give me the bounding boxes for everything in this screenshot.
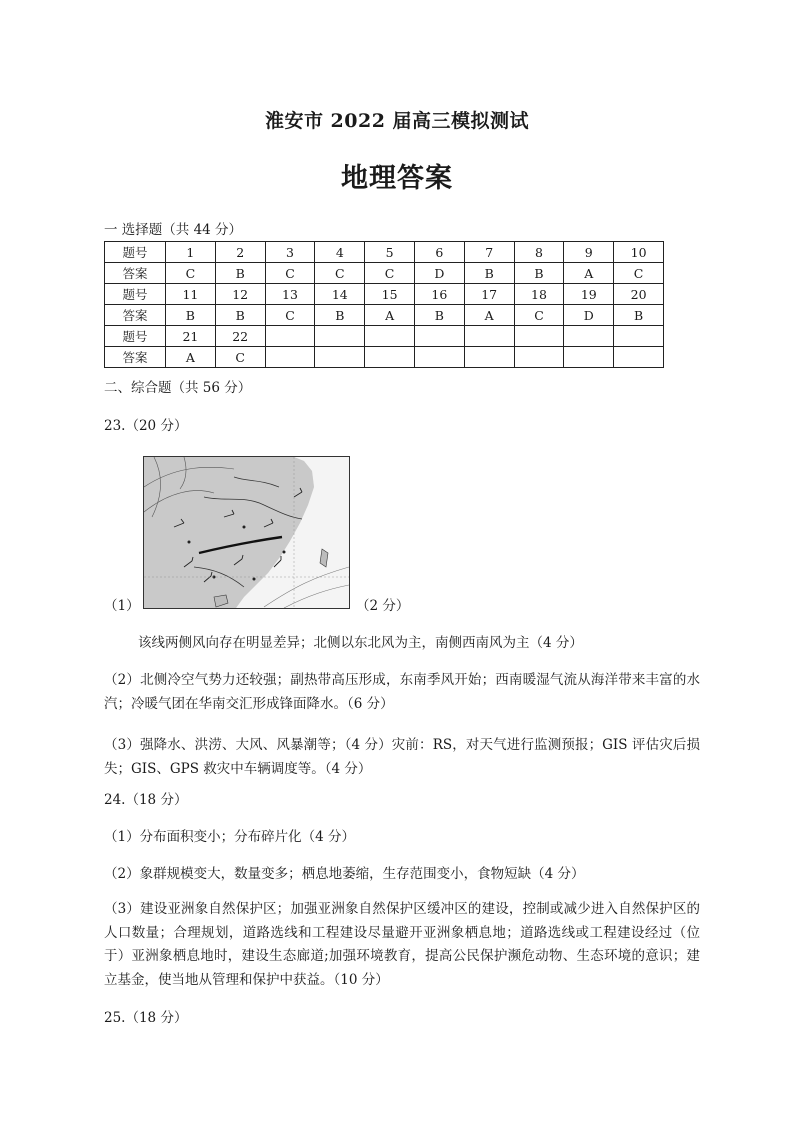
q23-heading: 23.（20 分）	[104, 418, 188, 434]
table-cell: A	[166, 347, 216, 368]
table-cell: 3	[265, 242, 315, 263]
table-cell	[365, 347, 415, 368]
row-label: 题号	[105, 326, 166, 347]
table-cell: 13	[265, 284, 315, 305]
table-cell: 7	[464, 242, 514, 263]
table-cell	[265, 326, 315, 347]
q23-part1-text: 该线两侧风向存在明显差异；北侧以东北风为主，南侧西南风为主（4 分）	[138, 635, 583, 651]
table-cell: C	[365, 263, 415, 284]
table-cell	[464, 326, 514, 347]
table-cell	[315, 326, 365, 347]
table-cell: 19	[564, 284, 614, 305]
table-cell: B	[315, 305, 365, 326]
table-cell: C	[166, 263, 216, 284]
q24-heading: 24.（18 分）	[104, 792, 188, 808]
q24-part3-text: （3）建设亚洲象自然保护区；加强亚洲象自然保护区缓冲区的建设，控制或减少进入自然保护区的人口数量；合理规划，道路选线和工程建设尽量避开亚洲象栖息地；道路选线或工程建设经过（位于）亚洲象栖息地时，建设生态廊道;加强环境教育，提高公民保护濒危动物、生态环境的意识；建立基金，使当地从管理和保护中获益。（10 分）	[104, 901, 700, 988]
table-cell: B	[464, 263, 514, 284]
row-label: 题号	[105, 242, 166, 263]
table-cell: 22	[215, 326, 265, 347]
table-cell: B	[614, 305, 664, 326]
row-label: 答案	[105, 347, 166, 368]
table-cell: 6	[414, 242, 464, 263]
table-row	[105, 242, 664, 263]
table-cell: B	[414, 305, 464, 326]
q24-part2-text: （2）象群规模变大，数量变多；栖息地萎缩，生存范围变小，食物短缺（4 分）	[104, 866, 585, 882]
table-cell	[414, 347, 464, 368]
table-cell: B	[215, 305, 265, 326]
table-cell: A	[464, 305, 514, 326]
q23-part1-score: （2 分）	[356, 598, 410, 614]
table-row	[105, 284, 664, 305]
page-subtitle: 地理答案	[341, 163, 453, 194]
section2-heading: 二、综合题（共 56 分）	[104, 380, 252, 396]
q25-heading: 25.（18 分）	[104, 1010, 188, 1026]
table-cell	[265, 347, 315, 368]
table-cell: C	[265, 263, 315, 284]
table-cell: B	[166, 305, 216, 326]
table-cell: 18	[514, 284, 564, 305]
q24-part1-text: （1）分布面积变小；分布碎片化（4 分）	[104, 829, 355, 845]
table-cell: C	[514, 305, 564, 326]
weather-map-figure	[143, 456, 350, 609]
table-row	[105, 326, 664, 347]
table-cell: 10	[614, 242, 664, 263]
table-cell: 14	[315, 284, 365, 305]
table-cell: D	[564, 305, 614, 326]
row-label: 题号	[105, 284, 166, 305]
table-row	[105, 305, 664, 326]
table-cell: C	[215, 347, 265, 368]
q23-part2-text: （2）北侧冷空气势力还较强；副热带高压形成，东南季风开始；西南暖湿气流从海洋带来丰富的水汽；冷暖气团在华南交汇形成锋面降水。（6 分）	[104, 672, 700, 712]
table-cell: B	[215, 263, 265, 284]
section1-heading: 一 选择题（共 44 分）	[104, 222, 243, 238]
table-cell: 15	[365, 284, 415, 305]
table-cell	[564, 326, 614, 347]
table-cell: 5	[365, 242, 415, 263]
table-cell: 16	[414, 284, 464, 305]
table-cell: A	[365, 305, 415, 326]
table-cell: 4	[315, 242, 365, 263]
table-cell: 1	[166, 242, 216, 263]
table-cell: 20	[614, 284, 664, 305]
table-cell: C	[315, 263, 365, 284]
table-cell: 21	[166, 326, 216, 347]
table-cell: 11	[166, 284, 216, 305]
table-cell	[614, 326, 664, 347]
row-label: 答案	[105, 305, 166, 326]
table-cell: 8	[514, 242, 564, 263]
table-cell: 2	[215, 242, 265, 263]
table-cell	[514, 347, 564, 368]
table-cell	[564, 347, 614, 368]
table-cell	[464, 347, 514, 368]
table-cell	[614, 347, 664, 368]
table-cell: B	[514, 263, 564, 284]
table-cell: 12	[215, 284, 265, 305]
table-cell: D	[414, 263, 464, 284]
table-cell	[365, 326, 415, 347]
table-row	[105, 347, 664, 368]
table-cell	[514, 326, 564, 347]
table-cell: C	[265, 305, 315, 326]
table-cell: A	[564, 263, 614, 284]
answer-table	[104, 241, 664, 368]
table-cell: 17	[464, 284, 514, 305]
table-row	[105, 263, 664, 284]
table-cell	[315, 347, 365, 368]
table-cell	[414, 326, 464, 347]
table-cell: C	[614, 263, 664, 284]
table-cell: 9	[564, 242, 614, 263]
page-title: 淮安市 2022 届高三模拟测试	[264, 110, 530, 132]
row-label: 答案	[105, 263, 166, 284]
q23-part1-label: （1）	[104, 598, 140, 614]
q23-part3-text: （3）强降水、洪涝、大风、风暴潮等；（4 分）灾前：RS，对天气进行监测预报；GIS 评估灾后损失；GIS、GPS 救灾中车辆调度等。（4 分）	[104, 737, 700, 777]
weather-map-image	[144, 457, 349, 608]
